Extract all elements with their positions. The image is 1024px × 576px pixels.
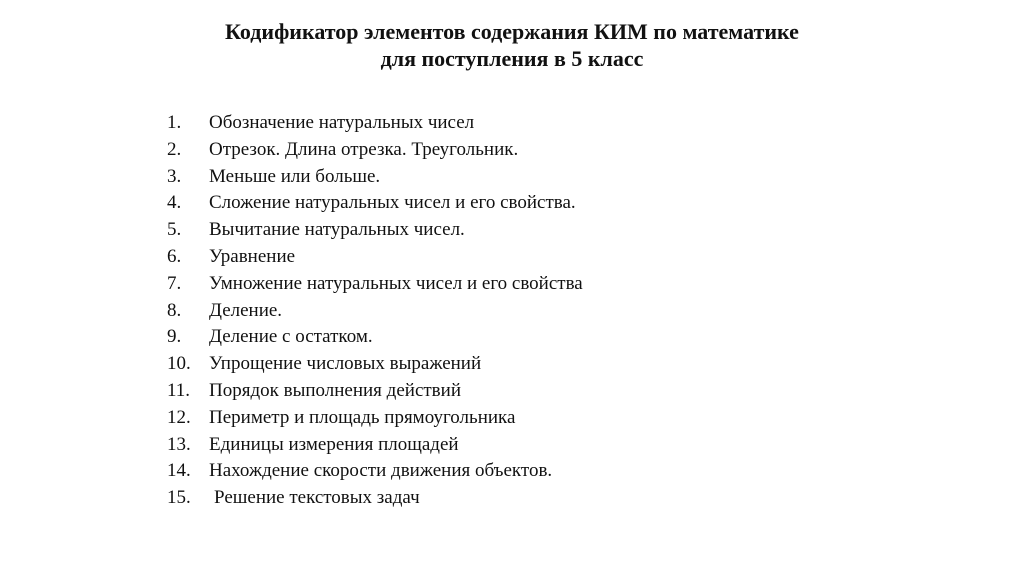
item-text: Деление.: [209, 299, 283, 321]
list-item: [167, 137, 583, 164]
list-item: [167, 458, 583, 485]
item-number: 5.: [167, 219, 182, 241]
item-text: Деление с остатком.: [209, 326, 373, 348]
item-text: Нахождение скорости движения объектов.: [209, 460, 553, 482]
item-text: Уравнение: [209, 245, 296, 267]
list-item: [167, 298, 583, 325]
item-text: Упрощение числовых выражений: [209, 353, 482, 375]
item-text: Отрезок. Длина отрезка. Треугольник.: [209, 138, 519, 160]
item-number: 10.: [167, 353, 191, 375]
list-item: [167, 432, 583, 459]
list-item: [167, 217, 583, 244]
page-title: [0, 18, 1024, 72]
item-number: 8.: [167, 299, 182, 321]
item-number: 15.: [167, 487, 191, 509]
item-text: Обозначение натуральных чисел: [209, 112, 475, 133]
list-item: [167, 378, 583, 405]
item-number: 11.: [167, 379, 191, 401]
item-number: 1.: [167, 112, 182, 133]
list-item: [167, 164, 583, 191]
item-number: 12.: [167, 406, 191, 428]
item-number: 2.: [167, 138, 182, 160]
item-text: Порядок выполнения действий: [209, 379, 461, 401]
item-number: 9.: [167, 326, 182, 348]
item-text: Меньше или больше.: [209, 165, 381, 187]
list-item: [167, 271, 583, 298]
item-number: 4.: [167, 192, 182, 214]
item-text: Единицы измерения площадей: [209, 433, 459, 455]
list-item: [167, 324, 583, 351]
item-number: 6.: [167, 245, 182, 267]
item-text: Вычитание натуральных чисел.: [209, 219, 465, 241]
title-line-1: Кодификатор элементов содержания КИМ по математике: [225, 19, 799, 44]
list-item: [167, 351, 583, 378]
item-number: 7.: [167, 272, 182, 294]
item-number: 14.: [167, 460, 191, 482]
codifier-list: [167, 110, 583, 512]
list-item: [167, 405, 583, 432]
list-item: [167, 190, 583, 217]
list-item: [167, 485, 583, 512]
item-text: Сложение натуральных чисел и его свойства.: [209, 192, 576, 214]
item-text: Умножение натуральных чисел и его свойства: [209, 272, 583, 294]
list-item: [167, 110, 583, 137]
item-number: 13.: [167, 433, 191, 455]
item-text: Периметр и площадь прямоугольника: [209, 406, 516, 428]
item-text: Решение текстовых задач: [214, 487, 420, 509]
item-number: 3.: [167, 165, 182, 187]
title-line-2: для поступления в 5 класс: [380, 46, 644, 71]
list-item: [167, 244, 583, 271]
